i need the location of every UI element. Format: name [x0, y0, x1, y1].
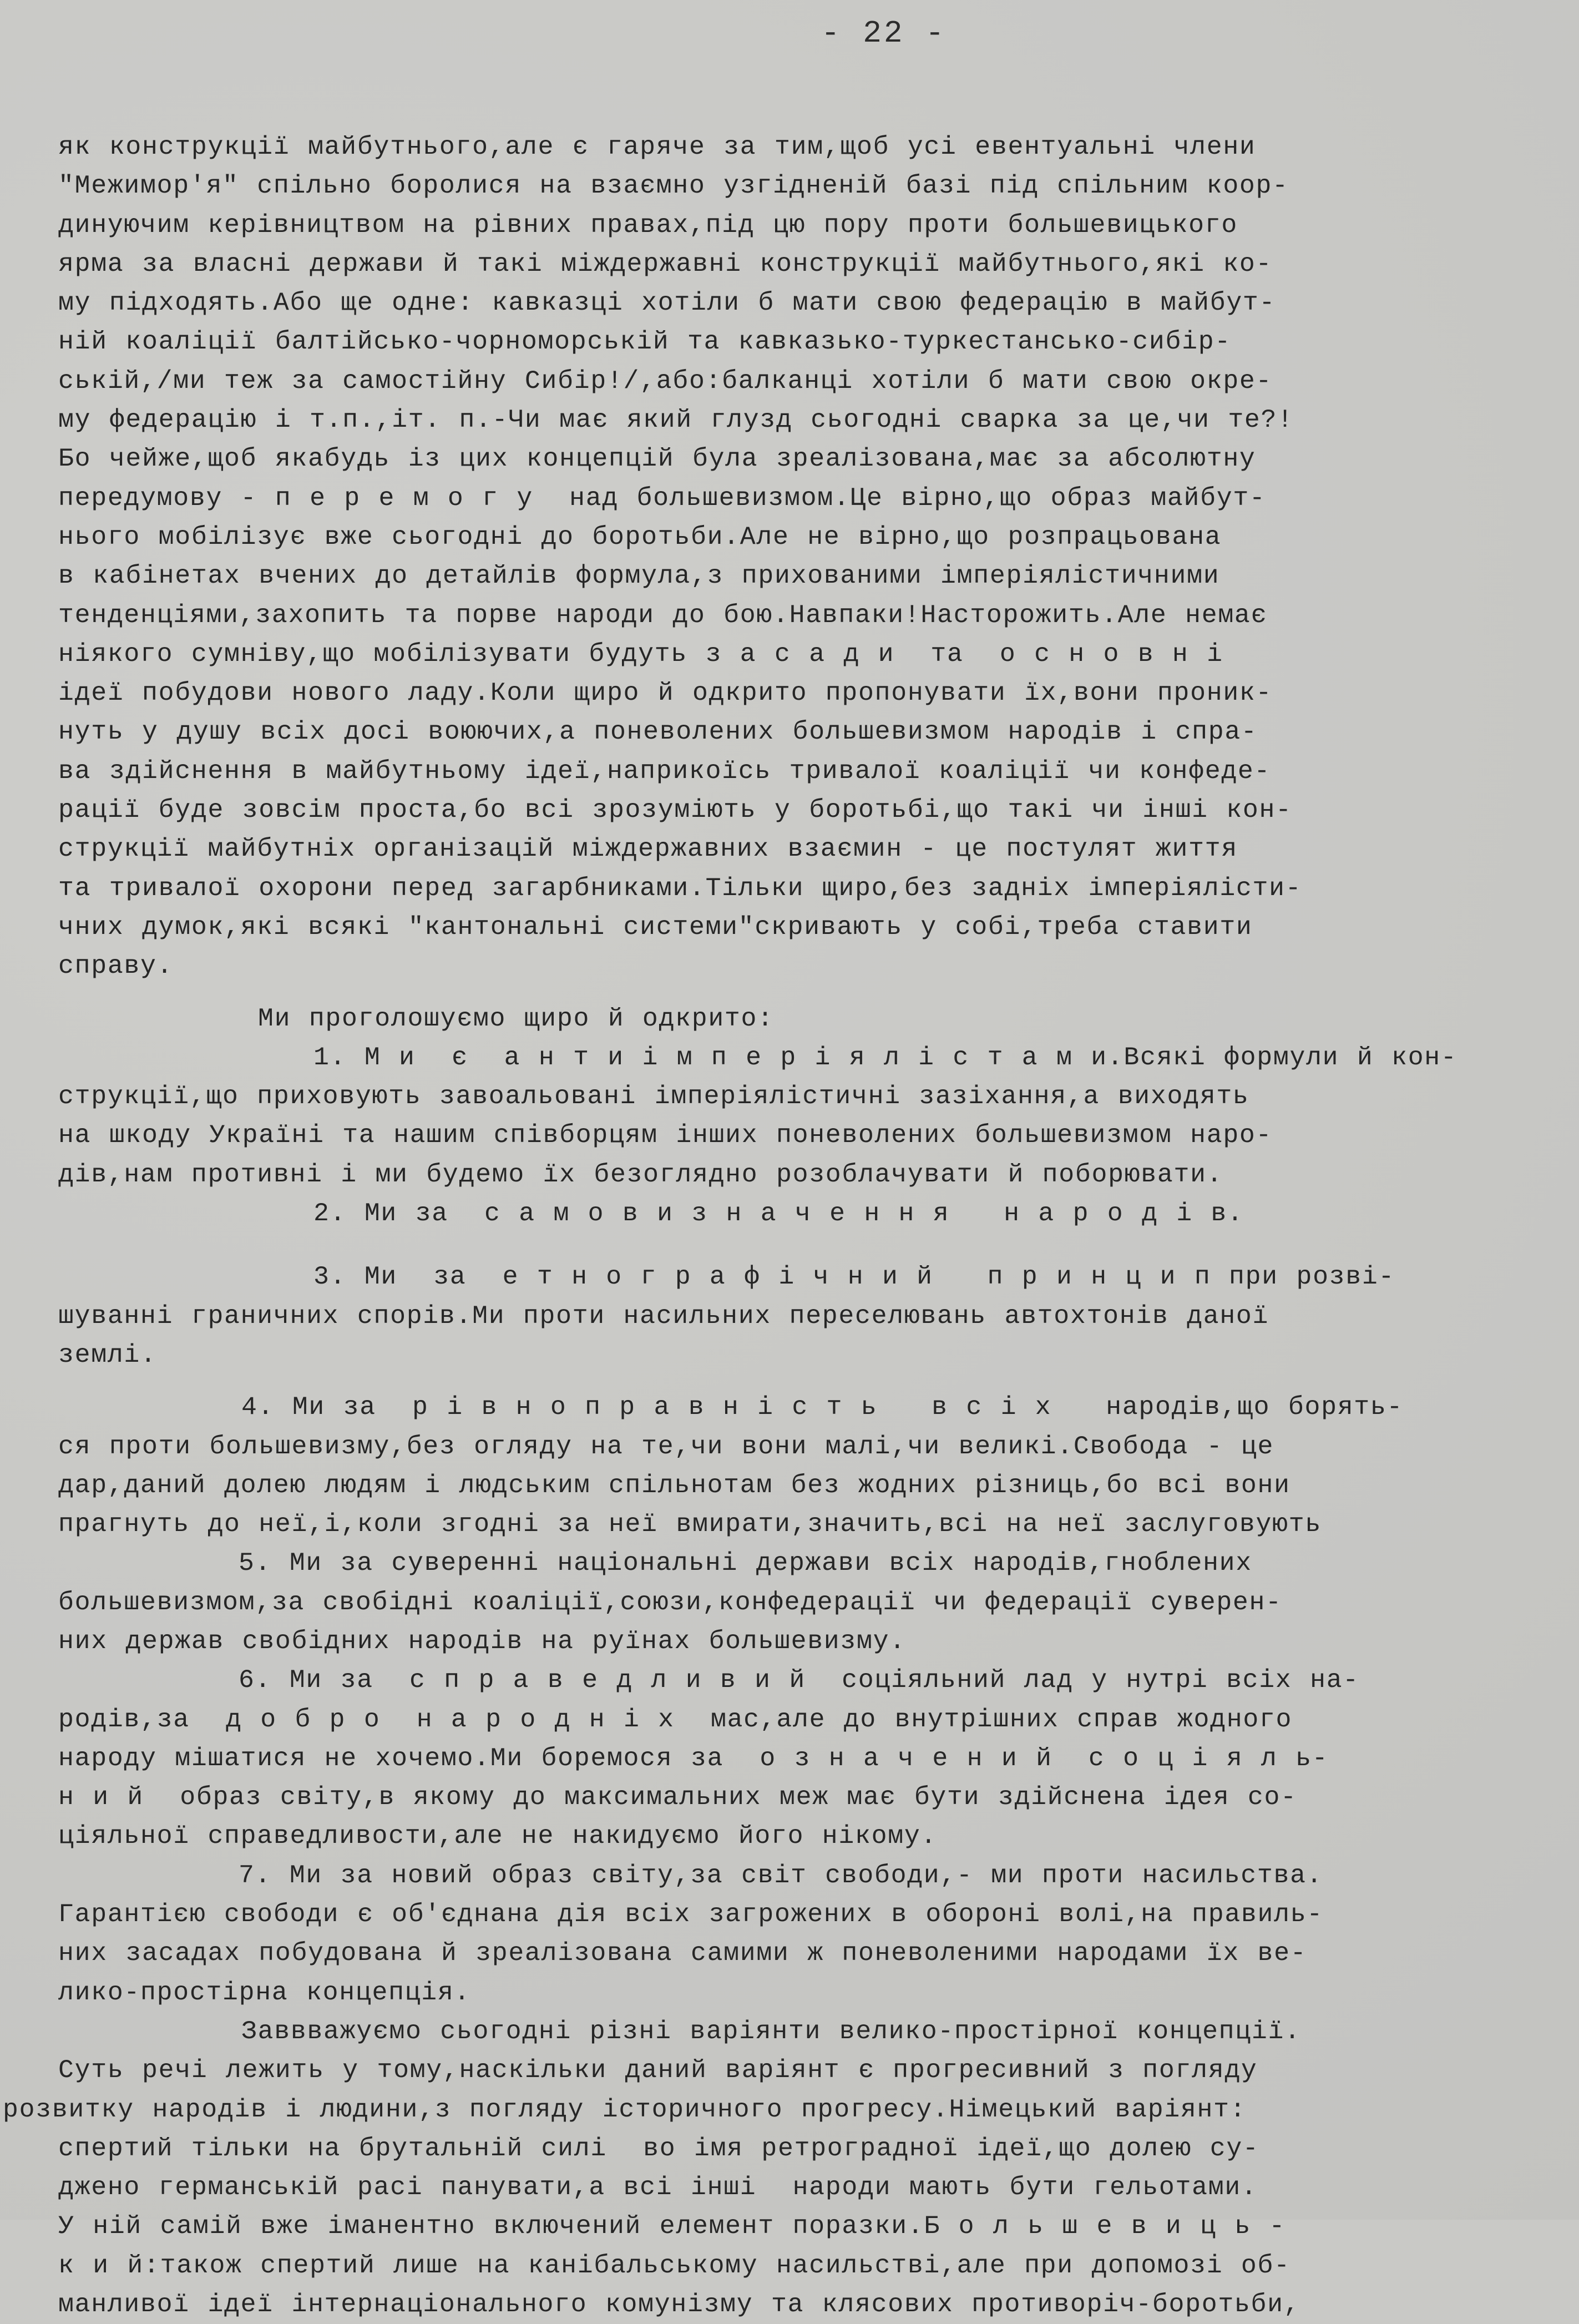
text-line: Суть речі лежить у тому,наскільки даний варіянт є прогресивний з погляду	[58, 2055, 1258, 2085]
text-line: к и й:також спертий лише на канібальському насильстві,але при допомозі об-	[58, 2250, 1290, 2280]
point-1-line: струкції,що приховують завоальовані імперіялістичні зазіхання,а виходять	[58, 1082, 1249, 1112]
text-line: му федерацію і т.п.,іт. п.-Чи має який глузд сьогодні сварка за це,чи те?!	[58, 405, 1294, 435]
text-line: ній коаліції балтійсько-чорноморській та кавказько-туркестансько-сибір-	[58, 327, 1231, 357]
point-7-line: Гарантією свободи є об'єднана дія всіх загрожених в обороні волі,на правиль-	[58, 1899, 1323, 1929]
point-7-line: лико-простірна концепція.	[58, 1977, 471, 2007]
text-line: манливої ідеї інтернаціонального комунізму та клясових противоріч-боротьби,	[58, 2290, 1300, 2320]
point-3-line: землі.	[58, 1340, 157, 1370]
text-line: ідеї побудови нового ладу.Коли щиро й одкрито пропонувати їх,вони проник-	[58, 678, 1273, 708]
text-line: передумову - п е р е м о г у над большевизмом.Це вірно,що образ майбут-	[58, 483, 1266, 513]
text-line: спертий тільки на брутальній силі во імя ретроградної ідеї,що долею су-	[58, 2133, 1259, 2163]
point-1-line: на шкоду Україні та нашим співборцям інших поневолених большевизмом наро-	[58, 1120, 1273, 1150]
point-7-line: них засадах побудована й зреалізована самими ж поневоленими народами їх ве-	[58, 1938, 1307, 1968]
point-3-line: 3. Ми за е т н о г р а ф і ч н и й п р и н ц и п при розві-	[313, 1262, 1395, 1292]
point-4-line: прагнуть до неї,і,коли згодні за неї вмирати,значить,всі на неї заслуговують	[58, 1509, 1322, 1539]
text-line: тенденціями,захопить та порве народи до бою.Навпаки!Насторожить.Але немає	[58, 600, 1268, 630]
point-1-line: дів,нам противні і ми будемо їх безоглядно розоблачувати й поборювати.	[58, 1159, 1223, 1189]
text-line: в кабінетах вчених до детайлів формула,з прихованими імперіялістичними	[58, 561, 1220, 591]
text-line: як конструкції майбутнього,але є гаряче за тим,щоб усі евентуальні члени	[58, 132, 1256, 161]
text-line: У ній самій вже іманентно включений елемент поразки.Б о л ь ш е в и ц ь -	[58, 2211, 1286, 2241]
text-line: "Межимор'я" спільно боролися на взаємно узгідненій базі під спільним коор-	[58, 171, 1289, 201]
point-4-line: ся проти большевизму,без огляду на те,чи вони малі,чи великі.Свобода - це	[58, 1431, 1274, 1461]
text-line: розвитку народів і людини,з погляду історичного прогресу.Німецький варіянт:	[3, 2094, 1247, 2124]
point-4-line: 4. Ми за р і в н о п р а в н і с т ь в с і х народів,що борять-	[241, 1392, 1404, 1422]
text-line: нуть у душу всіх досі воюючих,а поневолених большевизмом народів і спра-	[58, 717, 1258, 747]
text-line: динуючим керівництвом на рівних правах,під цю пору проти большевицького	[58, 210, 1238, 240]
point-1-line: 1. М и є а н т и і м п е р і я л і с т а м и.Всякі формули й кон-	[313, 1042, 1457, 1072]
text-line: Заввважуємо сьогодні різні варіянти велико-простірної концепції.	[241, 2016, 1301, 2046]
text-line: та тривалої охорони перед загарбниками.Тільки щиро,без задніх імперіялісти-	[58, 873, 1302, 903]
point-3-line: шуванні граничних спорів.Ми проти насильних переселювань автохтонів даної	[58, 1301, 1269, 1331]
point-6-line: народу мішатися не хочемо.Ми боремося за о з н а ч е н и й с о ц і я л ь-	[58, 1743, 1329, 1773]
text-line: ярма за власні держави й такі міждержавні конструкції майбутнього,які ко-	[58, 249, 1273, 279]
point-6-line: н и й образ світу,в якому до максимальних меж має бути здійснена ідея со-	[58, 1782, 1297, 1812]
point-6-line: ціяльної справедливости,але не накидуємо його нікому.	[58, 1821, 938, 1851]
text-line: Бо чейже,щоб якабудь із цих концепцій була зреалізована,має за абсолютну	[58, 444, 1256, 474]
text-line: струкції майбутніх організацій міждержавних взаємин - це постулят життя	[58, 834, 1238, 864]
point-4-line: дар,даний долею людям і людським спільнотам без жодних різниць,бо всі вони	[58, 1470, 1290, 1500]
text-line: му підходять.Або ще одне: кавказці хотіли б мати свою федерацію в майбут-	[58, 288, 1276, 318]
point-5-line: большевизмом,за свобідні коаліції,союзи,конфедерації чи федерації суверен-	[58, 1587, 1282, 1617]
text-line: справу.	[58, 951, 174, 981]
text-line: рації буде зовсім проста,бо всі зрозуміють у боротьбі,що такі чи інші кон-	[58, 795, 1292, 825]
intro-line: Ми проголошуємо щиро й одкрито:	[258, 1003, 774, 1033]
point-6-line: 6. Ми за с п р а в е д л и в и й соціяльний лад у нутрі всіх на-	[239, 1665, 1359, 1695]
text-line: чних думок,які всякі "кантональні системи"скривають у собі,треба ставити	[58, 912, 1253, 942]
text-line: ва здійснення в майбутньому ідеї,наприкоїсь тривалої коаліції чи конфеде-	[58, 756, 1271, 786]
point-2-line: 2. Ми за с а м о в и з н а ч е н н я н а р о д і в.	[313, 1199, 1244, 1229]
text-line: джено германській расі панувати,а всі інші народи мають бути гельотами.	[58, 2173, 1258, 2202]
text-line: ніякого сумніву,що мобілізувати будуть з а с а д и та о с н о в н і	[58, 639, 1223, 669]
point-5-line: них держав свобідних народів на руїнах большевизму.	[58, 1626, 906, 1656]
point-6-line: родів,за д о б р о н а р о д н і х мас,але до внутрішних справ жодного	[58, 1704, 1293, 1734]
page-number: - 22 -	[821, 16, 947, 51]
point-7-line: 7. Ми за новий образ світу,за світ свободи,- ми проти насильства.	[239, 1860, 1323, 1890]
point-5-line: 5. Ми за суверенні національні держави всіх народів,гноблених	[239, 1548, 1252, 1578]
text-line: нього мобілізує вже сьогодні до боротьби.Але не вірно,що розпрацьована	[58, 522, 1222, 552]
document-body	[3, 128, 1556, 2324]
text-line: ській,/ми теж за самостійну Сибір!/,або:балканці хотіли б мати свою окре-	[58, 366, 1273, 396]
